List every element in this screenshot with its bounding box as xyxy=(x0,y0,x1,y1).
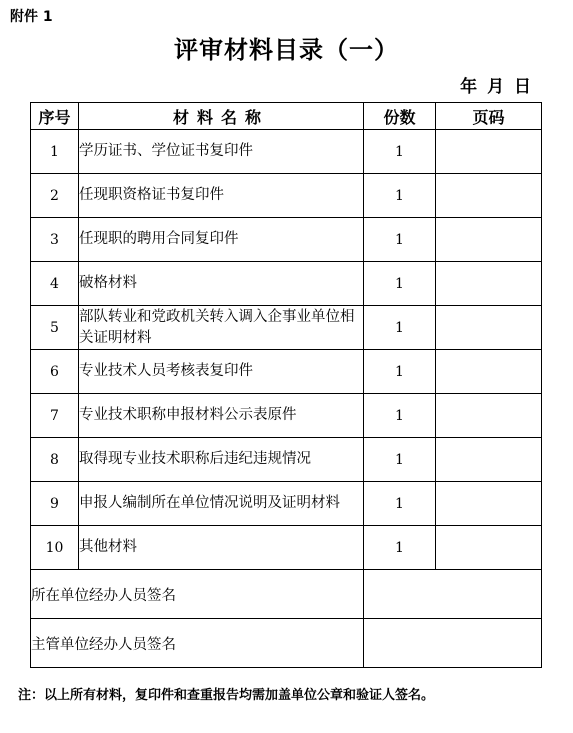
table-header-row xyxy=(31,103,542,130)
row-page-number[interactable] xyxy=(436,394,542,438)
row-page-number[interactable] xyxy=(436,526,542,570)
row-page-number[interactable] xyxy=(436,482,542,526)
page-title: 评审材料目录（一） xyxy=(174,35,399,64)
row-index: 8 xyxy=(31,438,79,482)
table-row xyxy=(31,218,542,262)
header-index: 序号 xyxy=(31,103,79,130)
row-index: 3 xyxy=(31,218,79,262)
row-page-number[interactable] xyxy=(436,218,542,262)
table-row xyxy=(31,130,542,174)
row-page-number[interactable] xyxy=(436,350,542,394)
row-copies: 1 xyxy=(364,526,436,570)
row-material-name: 取得现专业技术职称后违纪违规情况 xyxy=(79,438,364,482)
row-copies: 1 xyxy=(364,438,436,482)
row-material-name: 部队转业和党政机关转入调入企事业单位相关证明材料 xyxy=(79,306,364,350)
row-copies: 1 xyxy=(364,306,436,350)
header-page-number: 页码 xyxy=(436,103,542,130)
row-copies: 1 xyxy=(364,262,436,306)
row-index: 6 xyxy=(31,350,79,394)
row-material-name: 专业技术人员考核表复印件 xyxy=(79,350,364,394)
row-material-name: 学历证书、学位证书复印件 xyxy=(79,130,364,174)
attachment-label: 附件 1 xyxy=(10,9,53,25)
row-index: 7 xyxy=(31,394,79,438)
table-row xyxy=(31,174,542,218)
header-material-name: 材料名称 xyxy=(79,103,364,130)
row-index: 4 xyxy=(31,262,79,306)
row-page-number[interactable] xyxy=(436,262,542,306)
table-row xyxy=(31,526,542,570)
row-copies: 1 xyxy=(364,130,436,174)
table-row xyxy=(31,482,542,526)
row-copies: 1 xyxy=(364,350,436,394)
row-index: 1 xyxy=(31,130,79,174)
row-copies: 1 xyxy=(364,394,436,438)
row-index: 5 xyxy=(31,306,79,350)
row-material-name: 任现职资格证书复印件 xyxy=(79,174,364,218)
row-material-name: 破格材料 xyxy=(79,262,364,306)
header-copies: 份数 xyxy=(364,103,436,130)
unit-handler-signature-field[interactable] xyxy=(364,570,542,619)
unit-handler-signature-label: 所在单位经办人员签名 xyxy=(31,570,364,619)
row-page-number[interactable] xyxy=(436,130,542,174)
materials-table xyxy=(30,102,542,668)
supervisor-handler-signature-field[interactable] xyxy=(364,619,542,668)
signature-row-unit xyxy=(31,570,542,619)
date-line: 年 月 日 xyxy=(460,77,533,97)
supervisor-handler-signature-label: 主管单位经办人员签名 xyxy=(31,619,364,668)
row-index: 10 xyxy=(31,526,79,570)
row-copies: 1 xyxy=(364,174,436,218)
signature-row-supervisor xyxy=(31,619,542,668)
row-index: 9 xyxy=(31,482,79,526)
row-page-number[interactable] xyxy=(436,438,542,482)
table-row xyxy=(31,438,542,482)
row-copies: 1 xyxy=(364,218,436,262)
row-material-name: 专业技术职称申报材料公示表原件 xyxy=(79,394,364,438)
table-row xyxy=(31,350,542,394)
row-copies: 1 xyxy=(364,482,436,526)
row-material-name: 申报人编制所在单位情况说明及证明材料 xyxy=(79,482,364,526)
table-row xyxy=(31,306,542,350)
row-material-name: 任现职的聘用合同复印件 xyxy=(79,218,364,262)
table-row xyxy=(31,394,542,438)
footnote: 注：以上所有材料，复印件和查重报告均需加盖单位公章和验证人签名。 xyxy=(18,688,435,703)
row-index: 2 xyxy=(31,174,79,218)
row-page-number[interactable] xyxy=(436,306,542,350)
row-material-name: 其他材料 xyxy=(79,526,364,570)
row-page-number[interactable] xyxy=(436,174,542,218)
table-row xyxy=(31,262,542,306)
